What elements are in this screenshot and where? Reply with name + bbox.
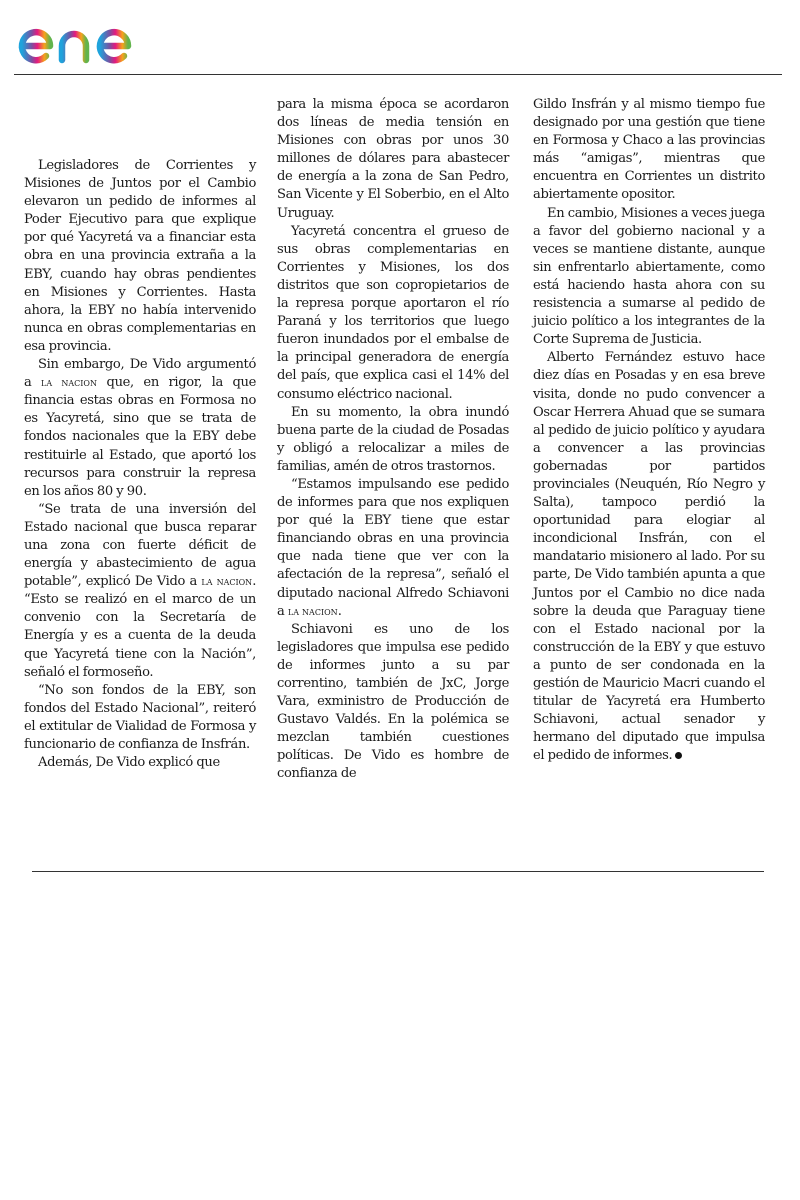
paragraph: Legisladores de Corrientes y Misiones de Juntos por el Cambio elevaron un pedido de informes al Poder Ejecutivo para que explique por qué Yacyretá va a financiar esta obra en una provincia extraña a la EBY, cuando hay obras pendientes en Misiones y Corrientes. Hasta ahora, la EBY no había intervenido nunca en obras complementarias en esa provincia. — [24, 158, 256, 354]
article-column-3 — [533, 96, 765, 765]
header-rule — [14, 74, 782, 75]
paragraph: En su momento, la obra inundó buena parte de la ciudad de Posadas y obligó a relocalizar a miles de familias, amén de otros trastornos. — [277, 404, 509, 474]
article-column-1 — [24, 157, 256, 772]
newspaper-name: la nacion — [287, 604, 338, 618]
paragraph: Sin embargo, De Vido argumentó a la nacion que, en rigor, la que financia estas obras en Formosa no es Yacyretá, sino que se trata de fondos nacionales que la EBY debe restituirle al Estado, que aportó los recursos para construir la represa en los años 80 y 90. — [24, 357, 256, 499]
newspaper-name: la nacion — [201, 575, 253, 589]
paragraph: “Se trata de una inversión del Estado nacional que busca reparar una zona con fuerte déficit de energía y abastecimiento de agua potable”, explicó De Vido a la nacion. “Esto se realizó en el marco de un convenio con la Secretaría de Energía y es a cuenta de la deuda que Yacyretá tiene con la Nación”, señaló el formoseño. — [24, 501, 256, 680]
paragraph: para la misma época se acordaron dos líneas de media tensión en Misiones con obras por unos 30 millones de dólares para abastecer de energía a la zona de San Pedro, San Vicente y El Soberbio, en el Alto Uruguay. — [277, 97, 509, 221]
newspaper-name: la nacion — [41, 376, 97, 390]
paragraph: Alberto Fernández estuvo hace diez días en Posadas y en esa breve visita, donde no pudo convencer a Oscar Herrera Ahuad que se sumara al pedido de juicio político y ayudara a convencer a las provincias gobernadas por partidos provinciales (Neuquén, Río Negro y Salta), tampoco perdió la oportunidad para elogiar al incondicional Insfrán, con el mandatario misionero al lado. Por su parte, De Vido también apunta a que Juntos por el Cambio no dice nada sobre la deuda que Paraguay tiene con el Estado nacional por la construcción de la EBY y que estuvo a punto de ser condonada en la gestión de Mauricio Macri cuando el titular de Yacyretá era Humberto Schiavoni, actual senador y hermano del diputado que impulsa el pedido de informes. — [533, 350, 765, 764]
paragraph: Yacyretá concentra el grueso de sus obras complementarias en Corrientes y Misiones, los dos distritos que son copropietarios de la represa porque aportaron el río Paraná y los territorios que luego fueron inundados por el embalse de la principal generadora de energía del país, que explica casi el 14% del consumo eléctrico nacional. — [277, 223, 509, 402]
paragraph: Schiavoni es uno de los legisladores que impulsa ese pedido de informes junto a su par correntino, también de JxC, Jorge Vara, exministro de Producción de Gustavo Valdés. En la polémica se mezclan también cuestiones políticas. De Vido es hombre de confianza de — [277, 621, 509, 782]
paragraph: “No son fondos de la EBY, son fondos del Estado Nacional”, reiteró el extitular de Vialidad de Formosa y funcionario de confianza de Insfrán. — [24, 682, 256, 752]
page-header — [0, 0, 800, 76]
paragraph: Además, De Vido explicó que — [38, 755, 220, 771]
end-of-article-bullet-icon — [675, 752, 682, 759]
footer-rule — [32, 871, 764, 872]
paragraph: En cambio, Misiones a veces juega a favor del gobierno nacional y a veces se mantiene distante, aunque sin enfrentarlo abiertamente, como está haciendo hasta ahora con su resistencia a sumarse al pedido de juicio político a los integrantes de la Corte Suprema de Justicia. — [533, 205, 765, 348]
enel-logo — [16, 14, 176, 70]
paragraph: Gildo Insfrán y al mismo tiempo fue designado por una gestión que tiene en Formosa y Chaco a las provincias más “amigas”, mientras que encuentra en Corrientes un distrito abiertamente opositor. — [533, 97, 765, 203]
article-column-2 — [277, 96, 509, 784]
paragraph: “Estamos impulsando ese pedido de informes para que nos expliquen por qué la EBY tiene que estar financiando obras en una provincia que nada tiene que ver con la afectación de la represa”, señaló el diputado nacional Alfredo Schiavoni a la nacion. — [277, 476, 509, 619]
